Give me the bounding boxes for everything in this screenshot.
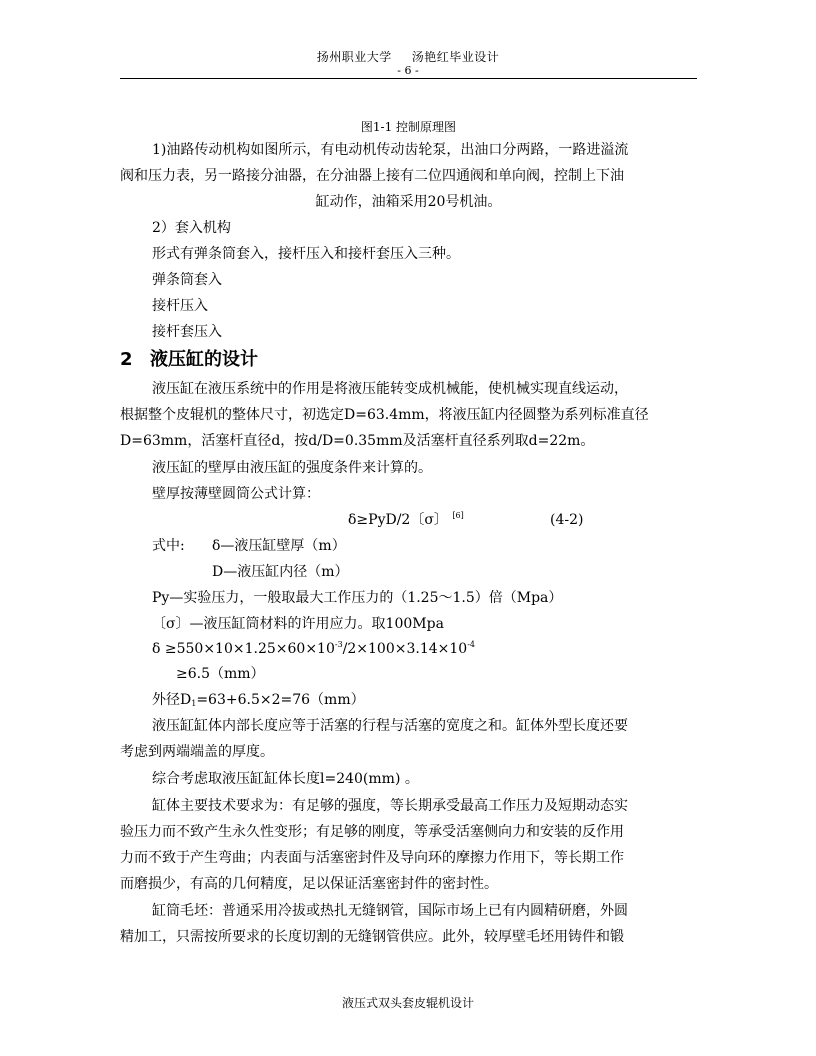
section-heading [120, 346, 697, 374]
calc-exponent: -3 [334, 640, 343, 649]
figure-caption: 图1-1 控制原理图 [360, 120, 457, 134]
list-item: 接杆套压入 [152, 324, 222, 340]
paragraph-line: 根据整个皮辊机的整体尺寸，初选定D=63.4mm，将液压缸内径圆整为系列标准直径 [120, 407, 649, 423]
variable-definition: D—液压缸内径（m） [212, 564, 349, 580]
list-item: 弹条筒套入 [152, 272, 222, 288]
paragraph-line: 缸动作，油箱采用20号机油。 [315, 194, 502, 210]
paragraph-line: 液压缸的壁厚由液压缸的强度条件来计算的。 [152, 460, 432, 476]
page-footer: 液压式双头套皮辊机设计 [341, 996, 474, 1010]
calc-text: /2×100×3.14×10 [342, 641, 468, 657]
variable-definition: 〔σ〕—液压缸筒材料的许用应力。取100Mpa [152, 616, 444, 632]
variable-definition: δ—液压缸壁厚（m） [212, 538, 346, 554]
calc-exponent: -4 [467, 640, 475, 649]
paragraph-line: 缸筒毛坯：普通采用冷拔或热扎无缝钢管，国际市场上已有内圆精研磨，外圆 [152, 903, 628, 919]
paragraph-line: 1)油路传动机构如图所示，有电动机传动齿轮泵，出油口分两路，一路进溢流 [152, 142, 629, 158]
calculation-result: ≥6.5（mm） [176, 666, 265, 682]
paragraph-line: 阀和压力表，另一路接分油器，在分油器上接有二位四通阀和单向阀，控制上下油 [120, 168, 624, 184]
paragraph-line: 验压力而不致产生永久性变形；有足够的刚度，等承受活塞侧向力和安装的反作用 [120, 824, 624, 840]
calculation-line [152, 636, 729, 662]
formula-number: (4-2) [550, 512, 584, 528]
formula-text: δ≥PyD/2〔σ〕 [348, 512, 448, 528]
paragraph-line: 液压缸缸体内部长度应等于活塞的行程与活塞的宽度之和。缸体外型长度还要 [152, 718, 628, 734]
calc-subscript: 1 [191, 699, 197, 708]
where-label: 式中: [152, 538, 185, 554]
paragraph-line: 而磨损少，有高的几何精度，足以保证活塞密封件的密封性。 [120, 876, 498, 892]
subsection-heading: 2）套入机构 [152, 220, 231, 236]
section-title: 液压缸的设计 [150, 349, 258, 370]
header-divider [120, 78, 697, 79]
calc-text: δ ≥550×10×1.25×60×10 [152, 641, 335, 657]
variable-definition: Py—实验压力，一般取最大工作压力的（1.25～1.5）倍（Mpa） [152, 590, 563, 606]
paragraph-line: 壁厚按薄壁圆筒公式计算： [152, 486, 320, 502]
outer-diameter-line [152, 687, 729, 713]
paragraph-line: 形式有弹条筒套入，接杆压入和接杆套压入三种。 [152, 246, 460, 262]
calc-text: =63+6.5×2=76（mm） [196, 692, 365, 708]
paragraph-line: 考虑到两端端盖的厚度。 [120, 744, 274, 760]
paragraph-line: D=63mm，活塞杆直径d，按d/D=0.35mm及活塞杆直径系列取d=22m。 [120, 433, 595, 449]
calc-text: 外径D [152, 692, 192, 708]
section-number: 2 [120, 349, 133, 370]
paragraph-line: 力而不致于产生弯曲；内表面与活塞密封件及导向环的摩擦力作用下，等长期工作 [120, 850, 624, 866]
page-header [0, 48, 816, 65]
paragraph-line: 综合考虑取液压缸缸体长度l=240(mm) 。 [152, 771, 419, 787]
paragraph-line: 缸体主要技术要求为：有足够的强度，等长期承受最高工作压力及短期动态实 [152, 798, 628, 814]
list-item: 接杆压入 [152, 298, 208, 314]
page-number: - 6 - [397, 64, 419, 77]
header-author: 汤艳红毕业设计 [411, 50, 500, 64]
paragraph-line: 液压缸在液压系统中的作用是将液压能转变成机械能，使机械实现直线运动， [152, 381, 628, 397]
header-school: 扬州职业大学 [316, 50, 392, 64]
paragraph-line: 精加工，只需按所要求的长度切割的无缝钢管供应。此外，较厚壁毛坯用铸件和锻 [120, 929, 624, 945]
formula-reference: [6] [452, 511, 464, 520]
